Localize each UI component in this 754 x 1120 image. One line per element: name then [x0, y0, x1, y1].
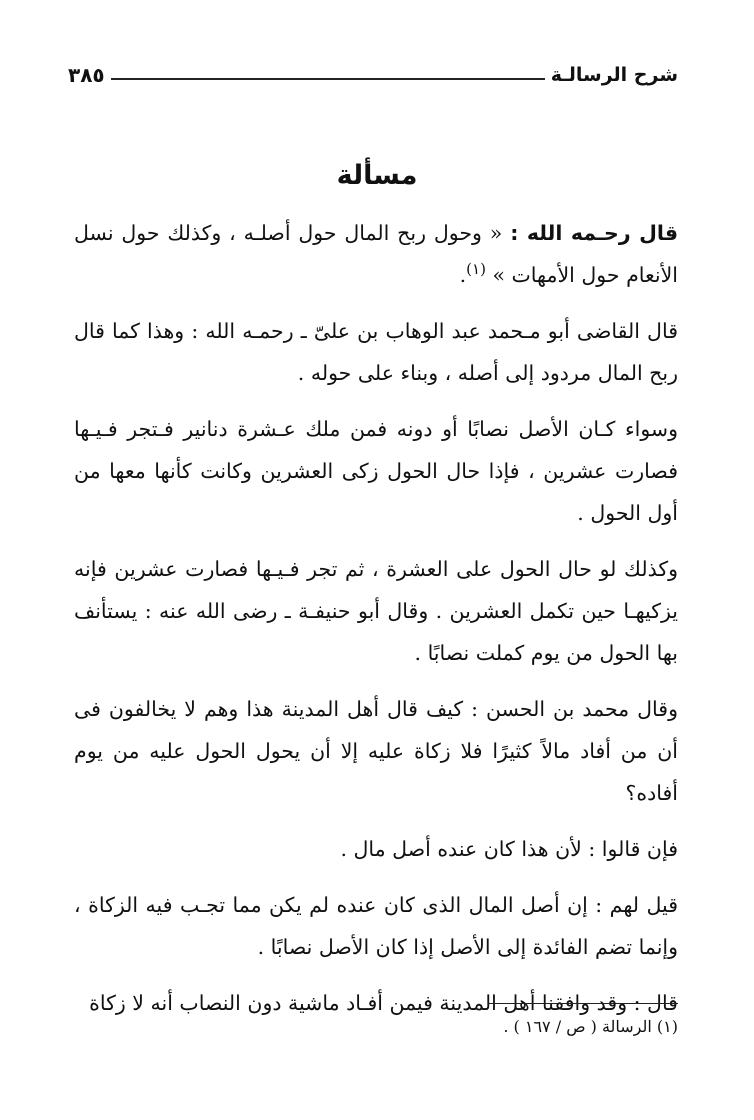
- paragraph: فإن قالوا : لأن هذا كان عنده أصل مال .: [340, 837, 678, 861]
- body-text: [74, 212, 678, 1038]
- paragraph: وكذلك لو حال الحول على العشرة ، ثم تجر فـيـها فصارت عشرين فإنه يزكيهـا حين تكمل العشرين . وقال أبو حنيفـة ـ رضى الله عنه : يستأنف بها الحول من يوم كملت نصابًا .: [74, 557, 678, 665]
- paragraph: قال : وقد وافقنا أهل المدينة فيمن أفـاد ماشية دون النصاب أنه لا زكاة: [89, 991, 678, 1015]
- page-number: ٣٨٥: [68, 63, 105, 87]
- paragraph-tail: .: [459, 263, 467, 287]
- footnote: (١) الرسالة ( ص / ١٦٧ ) .: [503, 1017, 678, 1036]
- running-header-title: شرح الرسالـة: [550, 64, 678, 86]
- paragraph: [74, 212, 678, 296]
- footnote-rule: [488, 1003, 678, 1004]
- paragraph: وقال محمد بن الحسن : كيف قال أهل المدينة هذا وهم لا يخالفون فى أن من أفاد مالاً كثيرًا فلا زكاة عليه إلا أن يحول الحول عليه من يوم أفاده؟: [74, 697, 678, 805]
- running-header: [68, 58, 678, 92]
- paragraph-lead: قال رحـمه الله :: [510, 221, 678, 245]
- paragraph: قيل لهم : إن أصل المال الذى كان عنده لم يكن مما تجـب فيه الزكاة ، وإنما تضم الفائدة إلى الأصل إذا كان الأصل نصابًا .: [74, 893, 678, 959]
- paragraph: قال القاضى أبو مـحمد عبد الوهاب بن علىّ ـ رحمـه الله : وهذا كما قال ربح المال مردود إلى أصله ، وبناء على حوله .: [74, 319, 678, 385]
- footnote-reference: (١): [466, 260, 486, 279]
- paragraph-text: « وحول ربح المال حول أصلـه ، وكذلك حول نسل الأنعام حول الأمهات »: [74, 221, 678, 287]
- paragraph: وسواء كـان الأصل نصابًا أو دونه فمن ملك عـشرة دنانير فـتجر فـيـها فصارت عشرين ، فإذا حال الحول زكى العشرين وكانت كأنها معها من أول الحول .: [74, 417, 678, 525]
- section-title: مسألة: [336, 160, 418, 191]
- header-rule: [111, 78, 545, 80]
